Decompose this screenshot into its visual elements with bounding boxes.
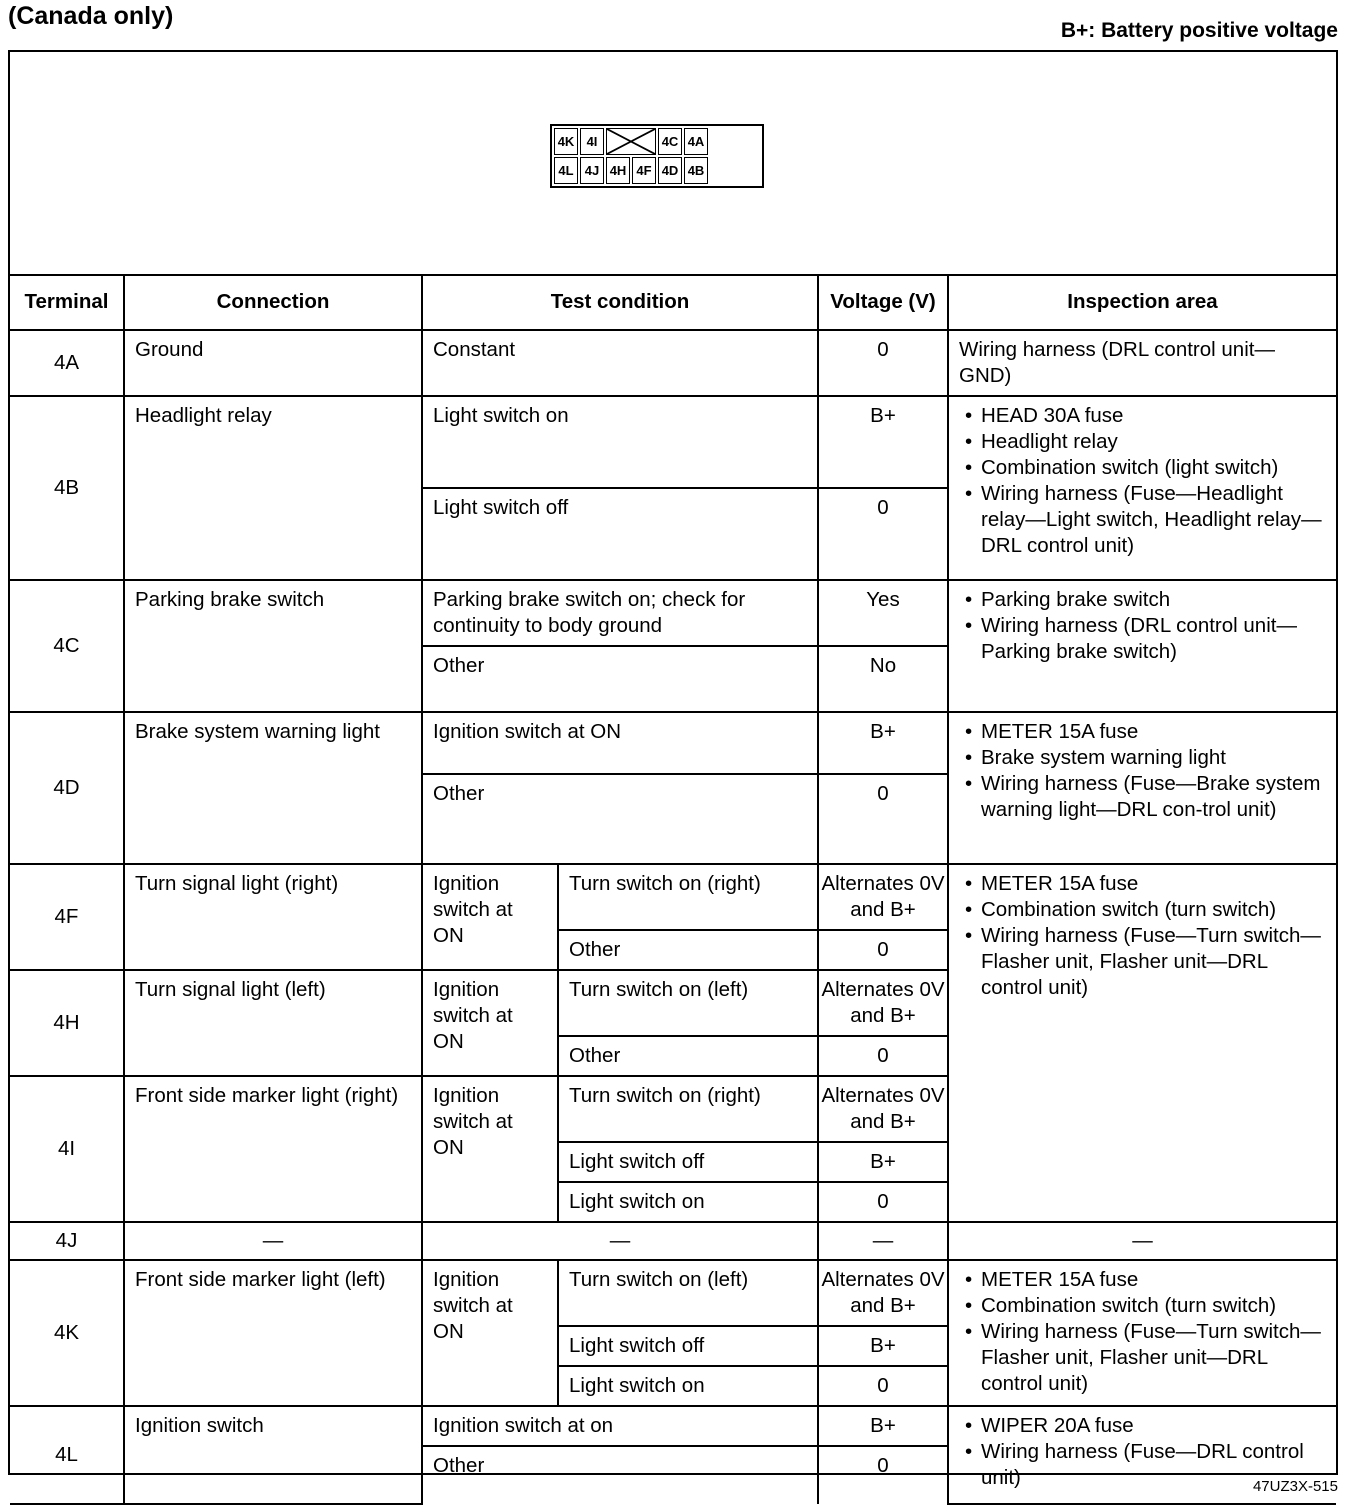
condition-main-cell: Ignition switch at ON: [422, 970, 558, 1076]
inspection-cell: [948, 712, 1336, 864]
page-title: (Canada only): [8, 2, 174, 30]
pin-4i: 4I: [580, 128, 604, 155]
inspection-item: • Combination switch (turn switch): [959, 897, 1326, 923]
terminal-cell: 4A: [10, 330, 124, 396]
connection-cell: Parking brake switch: [124, 580, 422, 712]
connection-cell: Front side marker light (left): [124, 1260, 422, 1406]
condition-cell: Other: [422, 1446, 818, 1504]
header-voltage: Voltage (V): [818, 274, 948, 330]
condition-main-cell: Ignition switch at ON: [422, 864, 558, 970]
voltage-cell: B+: [818, 1142, 948, 1182]
pin-4c: 4C: [658, 128, 682, 155]
terminal-cell: 4J: [10, 1222, 124, 1260]
voltage-legend: B+: Battery positive voltage: [1060, 19, 1338, 42]
condition-cell: Turn switch on (left): [558, 970, 818, 1036]
inspection-item: • Combination switch (light switch): [959, 455, 1326, 481]
connection-cell: Turn signal light (right): [124, 864, 422, 970]
condition-main-cell: Ignition switch at ON: [422, 1076, 558, 1222]
voltage-cell: —: [818, 1222, 948, 1260]
condition-cell: Turn switch on (right): [558, 864, 818, 930]
connection-cell: Headlight relay: [124, 396, 422, 580]
inspection-item: • METER 15A fuse: [959, 719, 1326, 745]
inspection-cell: —: [948, 1222, 1336, 1260]
connection-cell: Ignition switch: [124, 1406, 422, 1504]
table-header-row: [10, 274, 1336, 330]
inspection-item: • Wiring harness (Fuse—Turn switch—Flasher unit, Flasher unit—DRL control unit): [959, 923, 1326, 1001]
condition-cell: Other: [422, 774, 818, 864]
voltage-cell: 0: [818, 1366, 948, 1406]
condition-cell: Constant: [422, 330, 818, 396]
inspection-cell: Wiring harness (DRL control unit—GND): [948, 330, 1336, 396]
condition-cell: Light switch on: [558, 1182, 818, 1222]
pin-4d: 4D: [658, 157, 682, 184]
inspection-item: • METER 15A fuse: [959, 1267, 1326, 1293]
connection-cell: Front side marker light (right): [124, 1076, 422, 1222]
inspection-item: • Wiring harness (Fuse—Headlight relay—Light switch, Headlight relay—DRL control unit): [959, 481, 1326, 559]
inspection-item: • Headlight relay: [959, 429, 1326, 455]
connection-cell: Turn signal light (left): [124, 970, 422, 1076]
pin-4j: 4J: [580, 157, 604, 184]
voltage-cell: Alternates 0V and B+: [818, 864, 948, 930]
condition-cell: —: [422, 1222, 818, 1260]
header-connection: Connection: [124, 274, 422, 330]
inspection-cell: [948, 580, 1336, 712]
voltage-cell: 0: [818, 1182, 948, 1222]
pin-4k: 4K: [554, 128, 578, 155]
inspection-item: • Wiring harness (DRL control unit—Parking brake switch): [959, 613, 1326, 665]
inspection-item: • HEAD 30A fuse: [959, 403, 1326, 429]
connector-diagram: [550, 124, 764, 188]
connection-cell: —: [124, 1222, 422, 1260]
terminal-cell: 4C: [10, 580, 124, 712]
terminal-cell: 4I: [10, 1076, 124, 1222]
voltage-cell: Alternates 0V and B+: [818, 1076, 948, 1142]
terminal-cell: 4K: [10, 1260, 124, 1406]
blank-cavity-icon: [606, 128, 656, 155]
figure-code: 47UZ3X-515: [1252, 1478, 1338, 1495]
terminal-voltage-table: [10, 274, 1336, 1505]
condition-cell: Light switch off: [558, 1326, 818, 1366]
terminal-cell: 4B: [10, 396, 124, 580]
voltage-cell: B+: [818, 396, 948, 488]
inspection-item: • WIPER 20A fuse: [959, 1413, 1326, 1439]
condition-cell: Light switch on: [422, 396, 818, 488]
inspection-item: • METER 15A fuse: [959, 871, 1326, 897]
inspection-item: • Wiring harness (Fuse—DRL control unit): [959, 1439, 1326, 1491]
condition-cell: Light switch off: [558, 1142, 818, 1182]
table-row: [10, 1222, 1336, 1260]
header-test-condition: Test condition: [422, 274, 818, 330]
terminal-cell: 4D: [10, 712, 124, 864]
inspection-item: • Parking brake switch: [959, 587, 1326, 613]
voltage-cell: B+: [818, 1326, 948, 1366]
condition-cell: Turn switch on (left): [558, 1260, 818, 1326]
condition-cell: Ignition switch at ON: [422, 712, 818, 774]
condition-cell: Other: [558, 1036, 818, 1076]
connector-diagram-area: [10, 52, 1336, 276]
pin-4f: 4F: [632, 157, 656, 184]
header-inspection-area: Inspection area: [948, 274, 1336, 330]
voltage-cell: Alternates 0V and B+: [818, 970, 948, 1036]
condition-cell: Other: [558, 930, 818, 970]
pin-4l: 4L: [554, 157, 578, 184]
inspection-item: • Wiring harness (Fuse—Brake system warning light—DRL con-trol unit): [959, 771, 1326, 823]
header-terminal: Terminal: [10, 274, 124, 330]
condition-cell: Other: [422, 646, 818, 712]
connection-cell: Ground: [124, 330, 422, 396]
terminal-cell: 4L: [10, 1406, 124, 1504]
voltage-cell: 0: [818, 488, 948, 580]
voltage-cell: No: [818, 646, 948, 712]
inspection-item: • Combination switch (turn switch): [959, 1293, 1326, 1319]
pin-4h: 4H: [606, 157, 630, 184]
condition-cell: Turn switch on (right): [558, 1076, 818, 1142]
table-row: [10, 330, 1336, 396]
table-row: [10, 864, 1336, 930]
inspection-item: • Wiring harness (Fuse—Turn switch—Flasher unit, Flasher unit—DRL control unit): [959, 1319, 1326, 1397]
table-row: [10, 396, 1336, 488]
terminal-cell: 4H: [10, 970, 124, 1076]
condition-cell: Light switch off: [422, 488, 818, 580]
pin-4a: 4A: [684, 128, 708, 155]
voltage-cell: 0: [818, 774, 948, 864]
voltage-cell: Yes: [818, 580, 948, 646]
condition-cell: Parking brake switch on; check for continuity to body ground: [422, 580, 818, 646]
table-row: [10, 1406, 1336, 1446]
terminal-cell: 4F: [10, 864, 124, 970]
table-row: [10, 580, 1336, 646]
inspection-cell: [948, 864, 1336, 1222]
voltage-cell: 0: [818, 330, 948, 396]
table-row: [10, 712, 1336, 774]
voltage-cell: 0: [818, 1446, 948, 1504]
pin-4b: 4B: [684, 157, 708, 184]
voltage-cell: B+: [818, 712, 948, 774]
voltage-cell: Alternates 0V and B+: [818, 1260, 948, 1326]
connection-cell: Brake system warning light: [124, 712, 422, 864]
inspection-cell: [948, 1260, 1336, 1406]
condition-main-cell: Ignition switch at ON: [422, 1260, 558, 1406]
table-row: [10, 1260, 1336, 1326]
condition-cell: Ignition switch at on: [422, 1406, 818, 1446]
voltage-cell: 0: [818, 930, 948, 970]
voltage-cell: 0: [818, 1036, 948, 1076]
voltage-cell: B+: [818, 1406, 948, 1446]
inspection-item: • Brake system warning light: [959, 745, 1326, 771]
inspection-cell: [948, 396, 1336, 580]
condition-cell: Light switch on: [558, 1366, 818, 1406]
